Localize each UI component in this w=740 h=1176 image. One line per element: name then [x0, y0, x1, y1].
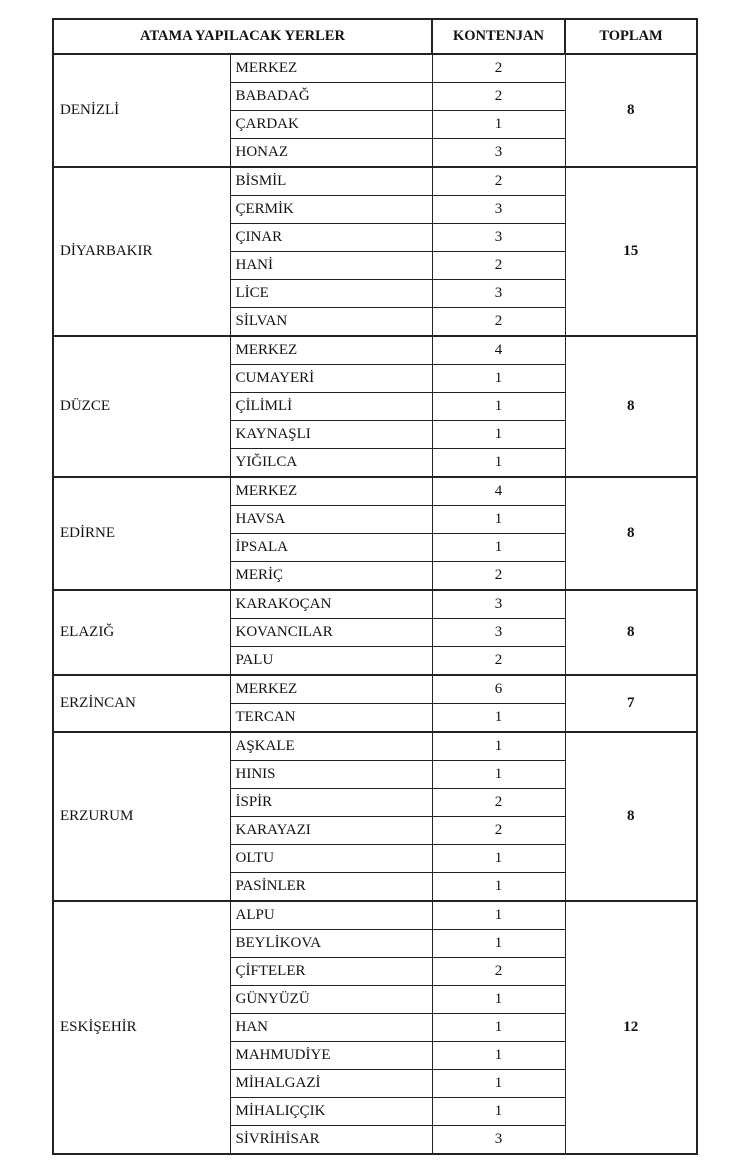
district-name: HAVSA	[230, 506, 432, 534]
assignment-table-page	[52, 18, 698, 1155]
table-row	[53, 336, 697, 365]
district-name: MERİÇ	[230, 562, 432, 591]
header-places: ATAMA YAPILACAK YERLER	[53, 19, 432, 54]
header-row	[53, 19, 697, 54]
district-name: ÇERMİK	[230, 196, 432, 224]
district-name: KARAKOÇAN	[230, 590, 432, 619]
district-quota: 1	[432, 111, 565, 139]
table-row	[53, 675, 697, 704]
table-row	[53, 167, 697, 196]
district-quota: 1	[432, 449, 565, 478]
district-quota: 1	[432, 393, 565, 421]
district-name: HINIS	[230, 761, 432, 789]
district-name: ÇİFTELER	[230, 958, 432, 986]
district-name: İSPİR	[230, 789, 432, 817]
district-quota: 2	[432, 789, 565, 817]
district-quota: 2	[432, 83, 565, 111]
district-name: MERKEZ	[230, 477, 432, 506]
table-row	[53, 477, 697, 506]
district-quota: 1	[432, 534, 565, 562]
district-name: ÇARDAK	[230, 111, 432, 139]
district-name: HONAZ	[230, 139, 432, 168]
table-row	[53, 54, 697, 83]
district-quota: 6	[432, 675, 565, 704]
province-name: ESKİŞEHİR	[53, 901, 230, 1154]
province-total: 8	[565, 590, 697, 675]
district-name: AŞKALE	[230, 732, 432, 761]
district-quota: 4	[432, 477, 565, 506]
district-quota: 1	[432, 873, 565, 902]
assignment-table	[52, 18, 698, 1155]
province-total: 15	[565, 167, 697, 336]
table-body	[53, 54, 697, 1154]
province-total: 8	[565, 336, 697, 477]
district-quota: 1	[432, 1014, 565, 1042]
district-quota: 1	[432, 704, 565, 733]
district-name: SİLVAN	[230, 308, 432, 337]
district-name: KARAYAZI	[230, 817, 432, 845]
province-name: DENİZLİ	[53, 54, 230, 167]
province-total: 8	[565, 732, 697, 901]
header-total: TOPLAM	[565, 19, 697, 54]
district-name: ÇINAR	[230, 224, 432, 252]
district-quota: 3	[432, 139, 565, 168]
district-quota: 1	[432, 901, 565, 930]
district-quota: 2	[432, 252, 565, 280]
province-total: 7	[565, 675, 697, 732]
district-quota: 2	[432, 562, 565, 591]
district-quota: 1	[432, 506, 565, 534]
district-quota: 3	[432, 619, 565, 647]
table-row	[53, 590, 697, 619]
district-name: MİHALGAZİ	[230, 1070, 432, 1098]
province-name: ERZİNCAN	[53, 675, 230, 732]
district-quota: 1	[432, 732, 565, 761]
district-name: MERKEZ	[230, 54, 432, 83]
district-name: BABADAĞ	[230, 83, 432, 111]
district-name: TERCAN	[230, 704, 432, 733]
district-name: MERKEZ	[230, 336, 432, 365]
district-quota: 4	[432, 336, 565, 365]
district-quota: 3	[432, 1126, 565, 1155]
district-name: YIĞILCA	[230, 449, 432, 478]
province-total: 8	[565, 54, 697, 167]
district-quota: 3	[432, 224, 565, 252]
header-quota: KONTENJAN	[432, 19, 565, 54]
district-name: KOVANCILAR	[230, 619, 432, 647]
district-name: OLTU	[230, 845, 432, 873]
district-name: MAHMUDİYE	[230, 1042, 432, 1070]
province-name: ERZURUM	[53, 732, 230, 901]
district-quota: 1	[432, 421, 565, 449]
district-name: HAN	[230, 1014, 432, 1042]
district-name: MERKEZ	[230, 675, 432, 704]
district-quota: 2	[432, 167, 565, 196]
district-quota: 2	[432, 958, 565, 986]
district-name: LİCE	[230, 280, 432, 308]
province-name: EDİRNE	[53, 477, 230, 590]
district-name: MİHALIÇÇIK	[230, 1098, 432, 1126]
district-name: BEYLİKOVA	[230, 930, 432, 958]
district-quota: 2	[432, 817, 565, 845]
district-quota: 1	[432, 1042, 565, 1070]
district-name: PALU	[230, 647, 432, 676]
district-quota: 1	[432, 761, 565, 789]
district-name: PASİNLER	[230, 873, 432, 902]
district-quota: 2	[432, 647, 565, 676]
province-name: DÜZCE	[53, 336, 230, 477]
district-quota: 1	[432, 986, 565, 1014]
district-name: SİVRİHİSAR	[230, 1126, 432, 1155]
district-quota: 1	[432, 845, 565, 873]
district-name: İPSALA	[230, 534, 432, 562]
district-quota: 2	[432, 308, 565, 337]
district-quota: 1	[432, 1070, 565, 1098]
district-name: CUMAYERİ	[230, 365, 432, 393]
district-quota: 1	[432, 365, 565, 393]
table-row	[53, 901, 697, 930]
province-name: ELAZIĞ	[53, 590, 230, 675]
district-name: GÜNYÜZÜ	[230, 986, 432, 1014]
district-quota: 3	[432, 280, 565, 308]
district-name: KAYNAŞLI	[230, 421, 432, 449]
province-name: DİYARBAKIR	[53, 167, 230, 336]
district-quota: 3	[432, 590, 565, 619]
district-quota: 2	[432, 54, 565, 83]
district-quota: 3	[432, 196, 565, 224]
district-quota: 1	[432, 1098, 565, 1126]
district-name: ÇİLİMLİ	[230, 393, 432, 421]
district-name: BİSMİL	[230, 167, 432, 196]
table-row	[53, 732, 697, 761]
province-total: 12	[565, 901, 697, 1154]
district-name: HANİ	[230, 252, 432, 280]
province-total: 8	[565, 477, 697, 590]
district-quota: 1	[432, 930, 565, 958]
district-name: ALPU	[230, 901, 432, 930]
